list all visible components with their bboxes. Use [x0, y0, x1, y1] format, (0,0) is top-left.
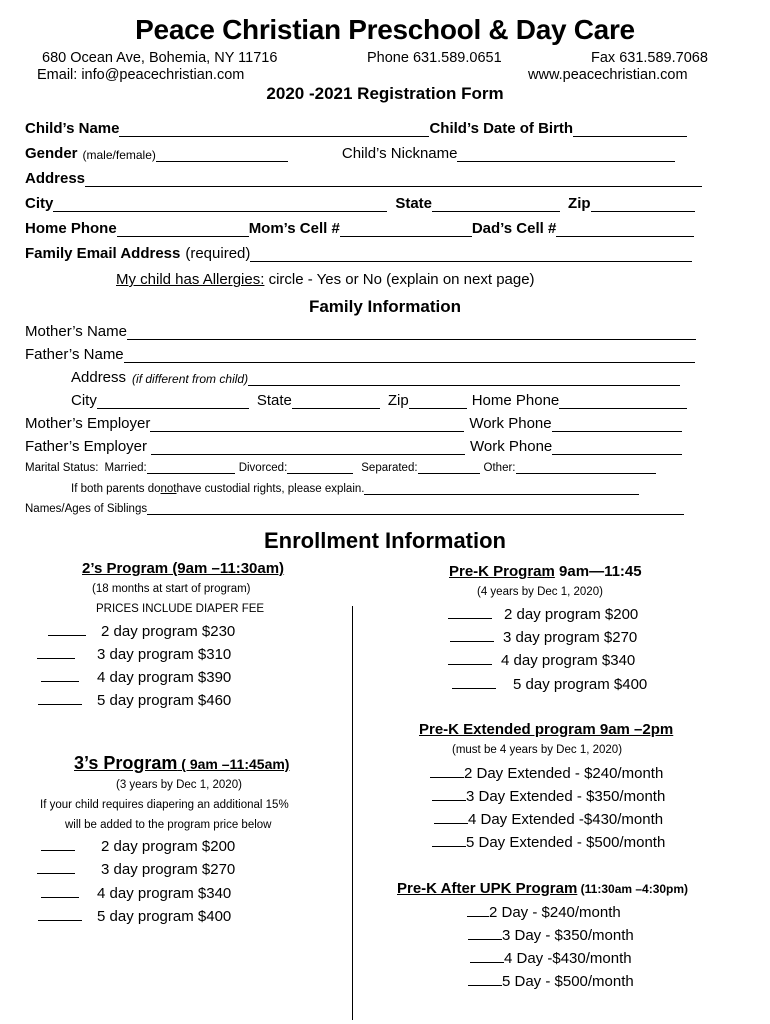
prek-option-4day[interactable] — [448, 651, 635, 669]
twos-option-4day-label: 4 day program $390 — [97, 669, 232, 686]
family-home-phone-label: Home Phone — [471, 392, 560, 409]
prek-upk-option-4day[interactable] — [470, 949, 632, 967]
prek-program-time: 9am—11:45 — [554, 563, 642, 580]
threes-option-2day-label: 2 day program $200 — [101, 838, 236, 855]
prek-upk-option-2day[interactable] — [467, 903, 621, 921]
threes-option-4day[interactable] — [41, 884, 231, 902]
child-name-field[interactable] — [119, 122, 429, 137]
moms-cell-field[interactable] — [340, 222, 472, 237]
threes-program-name: 3’s Program — [74, 753, 178, 773]
address-field[interactable] — [85, 172, 702, 187]
family-address-field[interactable] — [248, 371, 680, 386]
father-employer-field[interactable] — [151, 440, 465, 455]
threes-program-title — [74, 753, 289, 774]
prek-option-3day[interactable] — [450, 628, 637, 646]
nickname-label: Child’s Nickname — [341, 145, 458, 162]
prek-upk-option-3day-label: 3 Day - $350/month — [502, 927, 634, 944]
prek-ext-option-5day-blank[interactable] — [432, 833, 466, 847]
threes-option-3day-label: 3 day program $270 — [101, 861, 236, 878]
mother-work-phone-label: Work Phone — [469, 415, 552, 432]
mother-name-label: Mother’s Name — [25, 323, 127, 340]
nickname-field[interactable] — [457, 147, 675, 162]
child-dob-label: Child’s Date of Birth — [429, 120, 574, 137]
dads-cell-label: Dad’s Cell # — [471, 220, 557, 237]
other-field[interactable] — [516, 461, 656, 474]
gender-row — [25, 145, 675, 162]
threes-option-3day[interactable] — [37, 860, 235, 878]
address-row — [25, 170, 702, 187]
twos-option-2day[interactable] — [48, 622, 235, 640]
father-name-label: Father’s Name — [25, 346, 124, 363]
child-dob-field[interactable] — [573, 122, 687, 137]
address-label: Address — [25, 170, 86, 187]
prek-extended-note: (must be 4 years by Dec 1, 2020) — [452, 744, 623, 756]
father-name-field[interactable] — [124, 348, 695, 363]
mother-work-phone-field[interactable] — [552, 417, 682, 432]
twos-option-2day-blank[interactable] — [48, 622, 86, 636]
siblings-field[interactable] — [147, 502, 684, 515]
divorced-label: Divorced: — [238, 462, 288, 474]
prek-option-4day-label: 4 day program $340 — [501, 652, 636, 669]
prek-ext-option-4day-label: 4 Day Extended -$430/month — [468, 811, 664, 828]
prek-ext-option-5day[interactable] — [432, 833, 665, 851]
prek-upk-option-2day-label: 2 Day - $240/month — [489, 904, 621, 921]
prek-upk-option-5day-blank[interactable] — [468, 972, 502, 986]
prek-upk-name: Pre-K After UPK Program — [397, 880, 578, 897]
prek-upk-option-3day[interactable] — [468, 926, 634, 944]
zip-label: Zip — [568, 195, 591, 212]
prek-option-5day[interactable] — [452, 675, 647, 693]
prek-option-2day-blank[interactable] — [448, 605, 492, 619]
twos-option-4day-blank[interactable] — [41, 668, 79, 682]
prek-ext-option-2day-label: 2 Day Extended - $240/month — [464, 765, 664, 782]
threes-program-time: ( 9am –11:45am) — [177, 756, 290, 772]
family-address-label: Address — [71, 369, 127, 386]
prek-ext-option-4day-blank[interactable] — [434, 810, 468, 824]
father-name-row — [25, 346, 695, 363]
prek-option-3day-blank[interactable] — [450, 628, 494, 642]
mother-name-field[interactable] — [127, 325, 696, 340]
allergies-label: My child has Allergies: — [116, 271, 265, 288]
father-employer-row — [25, 438, 682, 455]
twos-note-diaper: PRICES INCLUDE DIAPER FEE — [96, 603, 265, 615]
prek-note-age: (4 years by Dec 1, 2020) — [477, 586, 603, 598]
column-divider — [352, 606, 353, 1020]
city-label: City — [25, 195, 54, 212]
other-label: Other: — [483, 462, 516, 474]
allergies-text[interactable]: circle - Yes or No (explain on next page) — [268, 271, 535, 288]
prek-upk-option-2day-blank[interactable] — [467, 903, 489, 917]
gender-hint: (male/female) — [82, 148, 156, 162]
family-zip-label: Zip — [387, 392, 409, 409]
twos-option-5day[interactable] — [38, 691, 231, 709]
prek-upk-title — [397, 880, 688, 898]
prek-ext-option-3day-label: 3 Day Extended - $350/month — [466, 788, 666, 805]
threes-option-5day-blank[interactable] — [38, 907, 82, 921]
prek-ext-option-2day[interactable] — [430, 764, 663, 782]
gender-field[interactable] — [156, 147, 288, 162]
family-city-field[interactable] — [97, 394, 249, 409]
twos-option-3day-label: 3 day program $310 — [97, 646, 232, 663]
father-work-phone-field[interactable] — [552, 440, 682, 455]
zip-field[interactable] — [591, 197, 695, 212]
marital-status-label: Marital Status: — [25, 462, 99, 474]
twos-option-5day-label: 5 day program $460 — [97, 692, 232, 709]
threes-note-price: will be added to the program price below — [65, 819, 272, 831]
family-home-phone-field[interactable] — [559, 394, 687, 409]
threes-note-diaper: If your child requires diapering an additional 15% — [40, 799, 289, 811]
separated-label: Separated: — [361, 462, 418, 474]
school-name: Peace Christian Preschool & Day Care — [135, 14, 635, 45]
threes-option-4day-blank[interactable] — [41, 884, 79, 898]
prek-ext-option-4day[interactable] — [434, 810, 663, 828]
state-label: State — [395, 195, 433, 212]
prek-ext-option-2day-blank[interactable] — [430, 764, 464, 778]
twos-option-4day[interactable] — [41, 668, 231, 686]
custodial-text-pre: If both parents do — [71, 483, 161, 495]
twos-option-2day-label: 2 day program $230 — [101, 623, 236, 640]
divorced-field[interactable] — [287, 461, 353, 474]
threes-option-3day-blank[interactable] — [37, 860, 75, 874]
home-phone-field[interactable] — [117, 222, 249, 237]
mother-employer-field[interactable] — [150, 417, 464, 432]
threes-option-5day[interactable] — [38, 907, 231, 925]
siblings-row — [25, 502, 684, 515]
family-address-hint: (if different from child) — [132, 372, 249, 386]
family-zip-field[interactable] — [409, 394, 467, 409]
married-label: Married: — [104, 462, 147, 474]
school-website: www.peacechristian.com — [528, 67, 688, 83]
threes-option-5day-label: 5 day program $400 — [97, 908, 232, 925]
prek-ext-option-5day-label: 5 Day Extended - $500/month — [466, 834, 666, 851]
school-email: Email: info@peacechristian.com — [37, 67, 245, 83]
prek-ext-option-3day[interactable] — [432, 787, 665, 805]
form-title: 2020 -2021 Registration Form — [266, 84, 504, 103]
siblings-label: Names/Ages of Siblings — [25, 503, 148, 515]
school-fax: Fax 631.589.7068 — [591, 50, 708, 66]
prek-option-5day-blank[interactable] — [452, 675, 496, 689]
twos-option-3day-blank[interactable] — [37, 645, 75, 659]
twos-note-age: (18 months at start of program) — [92, 583, 251, 595]
family-state-label: State — [256, 392, 292, 409]
enrollment-heading: Enrollment Information — [264, 528, 506, 553]
prek-option-2day[interactable] — [448, 605, 638, 623]
prek-upk-option-3day-blank[interactable] — [468, 926, 502, 940]
school-address: 680 Ocean Ave, Bohemia, NY 11716 — [42, 50, 278, 66]
mother-name-row — [25, 323, 696, 340]
prek-upk-time: (11:30am –4:30pm) — [577, 882, 689, 896]
child-name-row — [25, 120, 687, 137]
prek-program-title — [449, 563, 642, 580]
marital-status-row — [25, 461, 656, 474]
twos-option-5day-blank[interactable] — [38, 691, 82, 705]
father-employer-label: Father’s Employer — [25, 438, 147, 455]
prek-upk-option-4day-blank[interactable] — [470, 949, 504, 963]
state-field[interactable] — [432, 197, 560, 212]
gender-label: Gender — [25, 145, 78, 162]
prek-program-name: Pre-K Program — [449, 563, 555, 580]
family-email-row — [25, 245, 692, 262]
prek-option-4day-blank[interactable] — [448, 651, 492, 665]
family-address-row — [71, 369, 680, 386]
prek-option-2day-label: 2 day program $200 — [504, 606, 639, 623]
prek-option-5day-label: 5 day program $400 — [513, 676, 648, 693]
child-name-label: Child’s Name — [25, 120, 120, 137]
prek-option-3day-label: 3 day program $270 — [503, 629, 638, 646]
mother-employer-row — [25, 415, 682, 432]
custodial-text-not: not — [160, 483, 177, 495]
dads-cell-field[interactable] — [556, 222, 694, 237]
threes-option-2day[interactable] — [41, 837, 235, 855]
twos-program-title: 2’s Program (9am –11:30am) — [82, 560, 285, 577]
prek-upk-option-5day[interactable] — [468, 972, 634, 990]
custodial-row — [71, 482, 639, 495]
moms-cell-label: Mom’s Cell # — [248, 220, 340, 237]
custodial-field[interactable] — [364, 482, 639, 495]
threes-note-age: (3 years by Dec 1, 2020) — [116, 779, 242, 791]
family-email-field[interactable] — [250, 247, 692, 262]
prek-extended-title: Pre-K Extended program 9am –2pm — [419, 721, 674, 738]
twos-option-3day[interactable] — [37, 645, 231, 663]
threes-option-2day-blank[interactable] — [41, 837, 75, 851]
family-state-field[interactable] — [292, 394, 380, 409]
family-email-label: Family Email Address — [25, 245, 181, 262]
married-field[interactable] — [147, 461, 235, 474]
home-phone-label: Home Phone — [25, 220, 117, 237]
prek-ext-option-3day-blank[interactable] — [432, 787, 466, 801]
prek-upk-option-4day-label: 4 Day -$430/month — [504, 950, 632, 967]
phone-row — [25, 220, 694, 237]
separated-field[interactable] — [418, 461, 480, 474]
father-work-phone-label: Work Phone — [470, 438, 553, 455]
mother-employer-label: Mother’s Employer — [25, 415, 151, 432]
city-field[interactable] — [53, 197, 387, 212]
threes-option-4day-label: 4 day program $340 — [97, 885, 232, 902]
custodial-text-post: have custodial rights, please explain. — [176, 483, 365, 495]
allergies-row — [116, 271, 535, 288]
family-city-label: City — [71, 392, 97, 409]
family-info-heading: Family Information — [308, 297, 462, 316]
family-email-hint: (required) — [185, 245, 251, 262]
school-phone: Phone 631.589.0651 — [367, 50, 502, 66]
family-city-row — [71, 392, 687, 409]
prek-upk-option-5day-label: 5 Day - $500/month — [502, 973, 634, 990]
city-row — [25, 195, 695, 212]
